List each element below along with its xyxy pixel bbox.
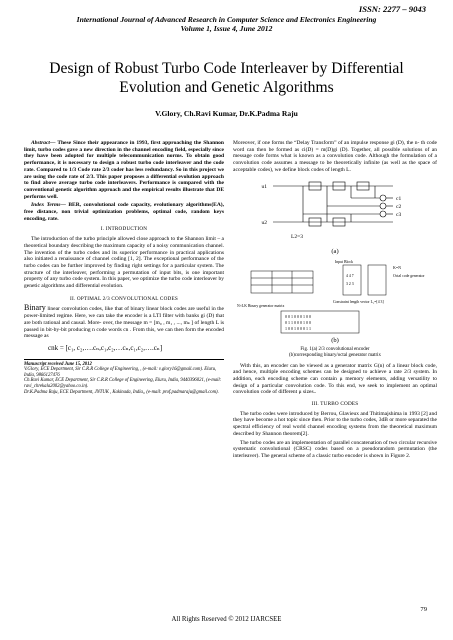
manuscript-note	[24, 359, 224, 396]
input-u2-label: u2	[261, 219, 267, 226]
output-c1-label: c1	[396, 195, 402, 202]
index-terms	[24, 202, 224, 222]
journal-name: International Journal of Advanced Research in Computer Science and Electronics Engineering	[76, 15, 377, 24]
conv-dropword: Binary	[24, 303, 46, 313]
binary-matrix-label: N×LK Binary generator matrix	[237, 304, 285, 309]
authors: V.Glory, Ch.Ravi Kumar, Dr.K.Padma Raju	[155, 109, 298, 118]
conv-paragraph	[24, 305, 224, 340]
paper-title: Design of Robust Turbo Code Interleaver by Differential Evolution and Genetic Algorithms	[49, 60, 404, 96]
author-affiliation-3: Dr.K.Padma Raju, ECE Department, JNTUK , Kakinada, India,, (e-mail: prof.padmaraju@gmail.com).	[24, 389, 219, 395]
index-terms-label: Index Terms—	[31, 202, 66, 209]
turbo-paragraph-1: The turbo codes were introduced by Berrou, Glavieux and Thitimajshima in 1993 [2] and they have become a hot topic since then. Prior to the turbo codes, 3dB or more separated the spectral efficiency of real world channel encoding systems from the theoretical maximum described by Shannon theorem[2].	[233, 410, 437, 437]
length-label: L2=3	[291, 233, 303, 240]
encoder-diagram	[233, 176, 437, 248]
intro-heading: I. INTRODUCTION	[100, 226, 148, 233]
issn: ISSN: 2277 – 9043	[358, 4, 426, 14]
right-paragraph-2: With this, an encoder can be viewed as a generator matrix G(n) of a linear block code, and hence, multiple encoding schemes can be designed to achieve a rate 2/3 system. In addition, each encoding scheme can contain μ memory elements, adding versatility to design of a particular convolution code. To this end, we seek to implement an optimal convolution code of different μ sizes..	[233, 362, 437, 396]
figure-caption-2: (b)corresponding binary/octal generator matrix	[289, 352, 381, 358]
constraint-length-label: Constraint length vector L₂=[4 3]	[333, 300, 384, 305]
abstract-label: Abstract—	[31, 140, 56, 146]
octal-generator-label: Octal code generator	[393, 274, 425, 279]
figure-caption	[233, 347, 437, 359]
figure-label-a: (a)	[331, 247, 339, 255]
figure-caption-1: Fig. 1(a) 2/3 convolutional encoder	[300, 346, 370, 352]
footer: All Rights Reserved © 2012 IJARCSEE	[171, 616, 282, 623]
output-c2-label: c2	[396, 203, 402, 210]
abstract-text: These Since their appearance in 1993, first approaching the Shannon limit, turbo codes gave a new direction in the channel encoding field, especially since they have been adopted for multiple telecommunication norms. To obtain good performance, it is necessary to design a robust turbo code interleaver and the code rate. Compared to 1/3 Code rate 2/3 coder has less redundancy. So in this project we are using the code rate of 2/3. This paper proposes a differential evolution approach to find above average turbo code interleavers. Performance is compared with the conventional genetic algorithm approach and the empirical results illustrate that DE performs well.	[24, 140, 224, 200]
turbo-paragraph-2: The turbo codes are an implementation of parallel concatenation of two circular recursive systematic convolutional (CRSC) codes based on a pseudorandom permutation (the interleaver). The general scheme of a classic turbo encoder is shown in Figure 2.	[233, 439, 437, 459]
output-c3-label: c3	[396, 211, 402, 218]
g-binary-row-2: 0 1 1 0 0 0 1 0 0	[285, 320, 311, 326]
journal-header	[20, 15, 433, 33]
journal-volume: Volume 1, Issue 4, June 2012	[180, 24, 273, 34]
page-number: 79	[420, 606, 427, 613]
left-column	[24, 140, 224, 395]
encoded-equation: cnk = [c₁, c₂,….cₙ,c₁,c₂,…cₙ,c₁,c₂,….cₙ]	[48, 343, 163, 352]
conv-heading: II. OPTIMAL 2/3 CONVOLUTIONAL CODES	[70, 295, 178, 302]
author-affiliation-1: V.Glory, ECE Department, Sir C.R.R College of Engineering, , (e-mail: v.glory16@gmail.com). Eluru, India, 9866127476	[24, 367, 217, 378]
turbo-heading: III. TURBO CODES	[311, 401, 359, 408]
octal-row-1: 4 4 7	[346, 274, 354, 279]
abstract	[24, 140, 224, 200]
generator-matrix-diagram	[233, 257, 437, 337]
manuscript-received: Manuscript received June 15, 2012	[24, 361, 92, 367]
right-paragraph-1: Moreover, if one forms the “Delay Transform” of an impulse response gi (D), the n- th code word can then be formed as ci(D) = m(D)gi (D). Together, all possible solutions of an message code forms what is known as a convolution code. Although the formulation of a convolution code assumes a message to be theoretically infinite (as well as the space of acceptable codes), we define block codes of length L.	[233, 140, 437, 173]
author-affiliation-2: Ch.Ravi Kumar, ECE Department, Sir C.R.R College of Engineering, Eluru, India, 9440396021, (e-mail: ravi_chrekala2002@yahoo.co.in).	[24, 378, 222, 390]
input-u1-label: u1	[261, 183, 267, 190]
conv-paragraph-text: linear convolution codes, like that of binary linear block codes are useful in the power-limited regime. Here, we can take the encoder is a LTI filter with banks gi (D) that are both rational and causal. More- over, the message m = [m₀ , m₁ , ..., mₖ ] of length L is passed in bit-by-bit producing n code words cn . From this, we can then form the encoded message as	[24, 306, 224, 340]
intro-paragraph: The introduction of the turbo principle allowed close approach to the Shannon limit – a theoretical boundary describing the maximum capacity of a noisy communication channel. The invention of the turbo codes and its superior performance in practical applications also initiated a renaissance of channel coding [1, 2]. The exceptional performance of the turbo codes can be further improved by finding right settings for a particular system. The structure of the interleaver, performing a permutation of input bits, is one important property of any turbo code system. In this paper, we optimize the turbo code interleaver by genetic algorithms and differential evolution.	[24, 236, 224, 290]
right-column	[233, 140, 437, 462]
index-terms-text: BER, convolutional code capacity, evolutionary algorithms(EA), free distance, non trivial optimization problems, optimal code, random keys encoding, rate.	[24, 202, 224, 222]
input-block-size: K=N	[393, 265, 402, 271]
input-block-label: Input Block	[335, 260, 354, 265]
g-binary-row-3: 1 0 0 1 0 0 0 1 1	[285, 326, 311, 332]
figure-label-b: (b)	[331, 337, 339, 345]
g-binary-row-1: 0 0 1 0 0 0 1 0 0	[285, 314, 311, 320]
octal-row-2: 3 2 3	[346, 282, 354, 287]
